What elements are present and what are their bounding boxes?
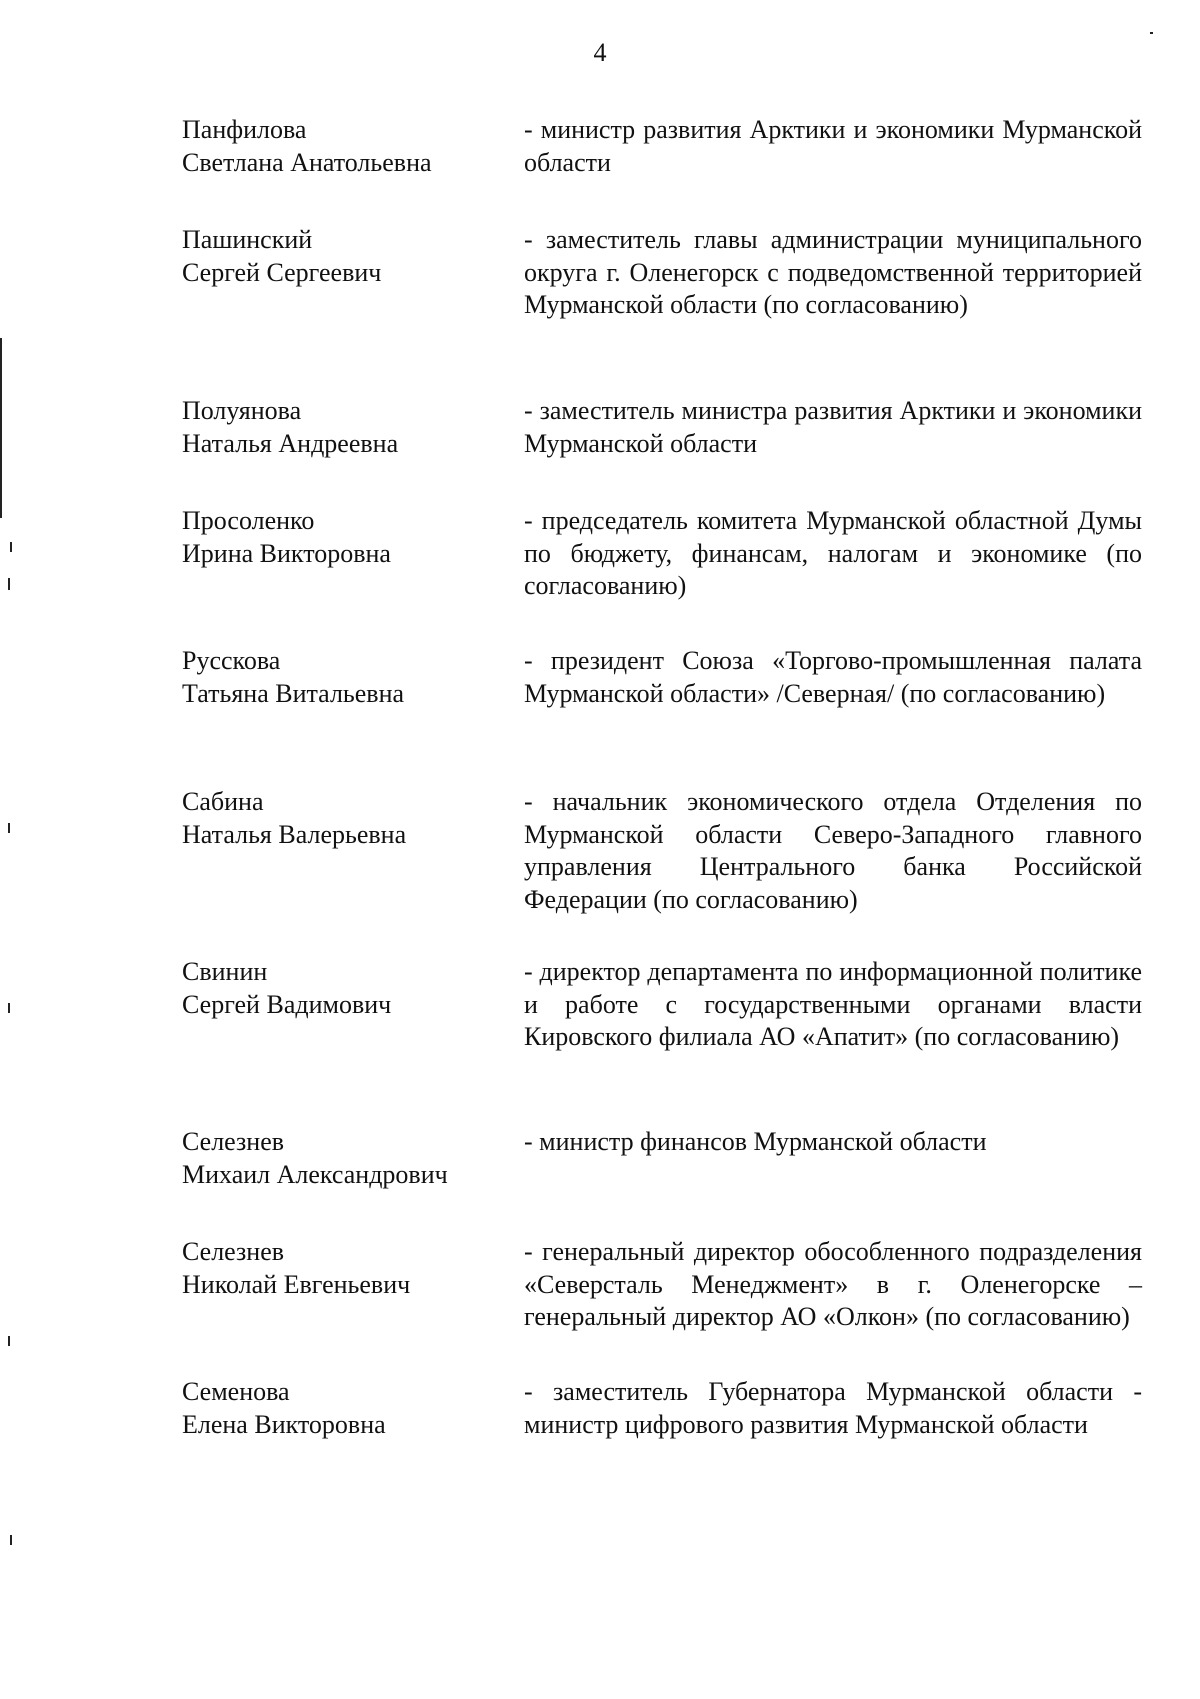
member-given-names: Ирина Викторовна: [182, 538, 391, 568]
member-name: [182, 1376, 522, 1441]
member-surname: Панфилова: [182, 115, 307, 144]
member-given-names: Татьяна Витальевна: [182, 678, 405, 708]
scan-speck: [1150, 32, 1153, 34]
member-role: - заместитель главы администрации муниципального округа г. Оленегорск с подведомственной территорией Мурманской области (по согласованию): [524, 225, 1142, 319]
member-name: [182, 505, 522, 570]
member-name: [182, 645, 522, 710]
member-role: - министр развития Арктики и экономики Мурманской области: [524, 115, 1142, 177]
scan-speck: [10, 542, 12, 552]
member-surname: Полуянова: [182, 396, 302, 425]
member-surname: Селезнев: [182, 1127, 285, 1156]
member-given-names: Елена Викторовна: [182, 1409, 386, 1439]
member-name: [182, 956, 522, 1021]
scan-speck: [8, 823, 10, 833]
member-surname: Селезнев: [182, 1237, 285, 1266]
member-surname: Семенова: [182, 1377, 290, 1406]
member-surname: Просоленко: [182, 506, 315, 535]
scan-edge-line: [0, 338, 2, 518]
member-name: [182, 114, 522, 179]
member-role: - президент Союза «Торгово-промышленная палата Мурманской области» /Северная/ (по согласованию): [524, 646, 1142, 708]
member-given-names: Сергей Вадимович: [182, 989, 392, 1019]
member-surname: Сабина: [182, 787, 264, 816]
member-name: [182, 786, 522, 851]
scan-speck: [10, 1535, 12, 1545]
member-given-names: Николай Евгеньевич: [182, 1269, 411, 1299]
member-role: - министр финансов Мурманской области: [524, 1127, 987, 1156]
member-role: - директор департамента по информационной политике и работе с государственными органами власти Кировского филиала АО «Апатит» (по согласованию): [524, 957, 1142, 1051]
member-given-names: Сергей Сергеевич: [182, 257, 382, 287]
page-number: 4: [593, 38, 607, 67]
member-name: [182, 224, 522, 289]
member-name: [182, 1236, 522, 1301]
member-role: - генеральный директор обособленного подразделения «Северсталь Менеджмент» в г. Оленегорске – генеральный директор АО «Олкон» (по согласованию): [524, 1237, 1142, 1331]
member-role: - начальник экономического отдела Отделения по Мурманской области Северо-Западного главного управления Центрального банка Российской Федерации (по согласованию): [524, 787, 1142, 914]
scan-speck: [8, 1003, 10, 1013]
member-given-names: Михаил Александрович: [182, 1159, 448, 1189]
member-surname: Пашинский: [182, 225, 313, 254]
scan-speck: [8, 578, 10, 590]
member-role: - заместитель Губернатора Мурманской области - министр цифрового развития Мурманской области: [524, 1377, 1142, 1439]
member-given-names: Светлана Анатольевна: [182, 147, 432, 177]
member-surname: Русскова: [182, 646, 281, 675]
scan-speck: [8, 1336, 10, 1346]
member-given-names: Наталья Андреевна: [182, 428, 399, 458]
member-role: - председатель комитета Мурманской областной Думы по бюджету, финансам, налогам и экономике (по согласованию): [524, 506, 1142, 600]
member-role: - заместитель министра развития Арктики и экономики Мурманской области: [524, 396, 1142, 458]
member-name: [182, 1126, 522, 1191]
member-given-names: Наталья Валерьевна: [182, 819, 407, 849]
member-surname: Свинин: [182, 957, 268, 986]
member-name: [182, 395, 522, 460]
